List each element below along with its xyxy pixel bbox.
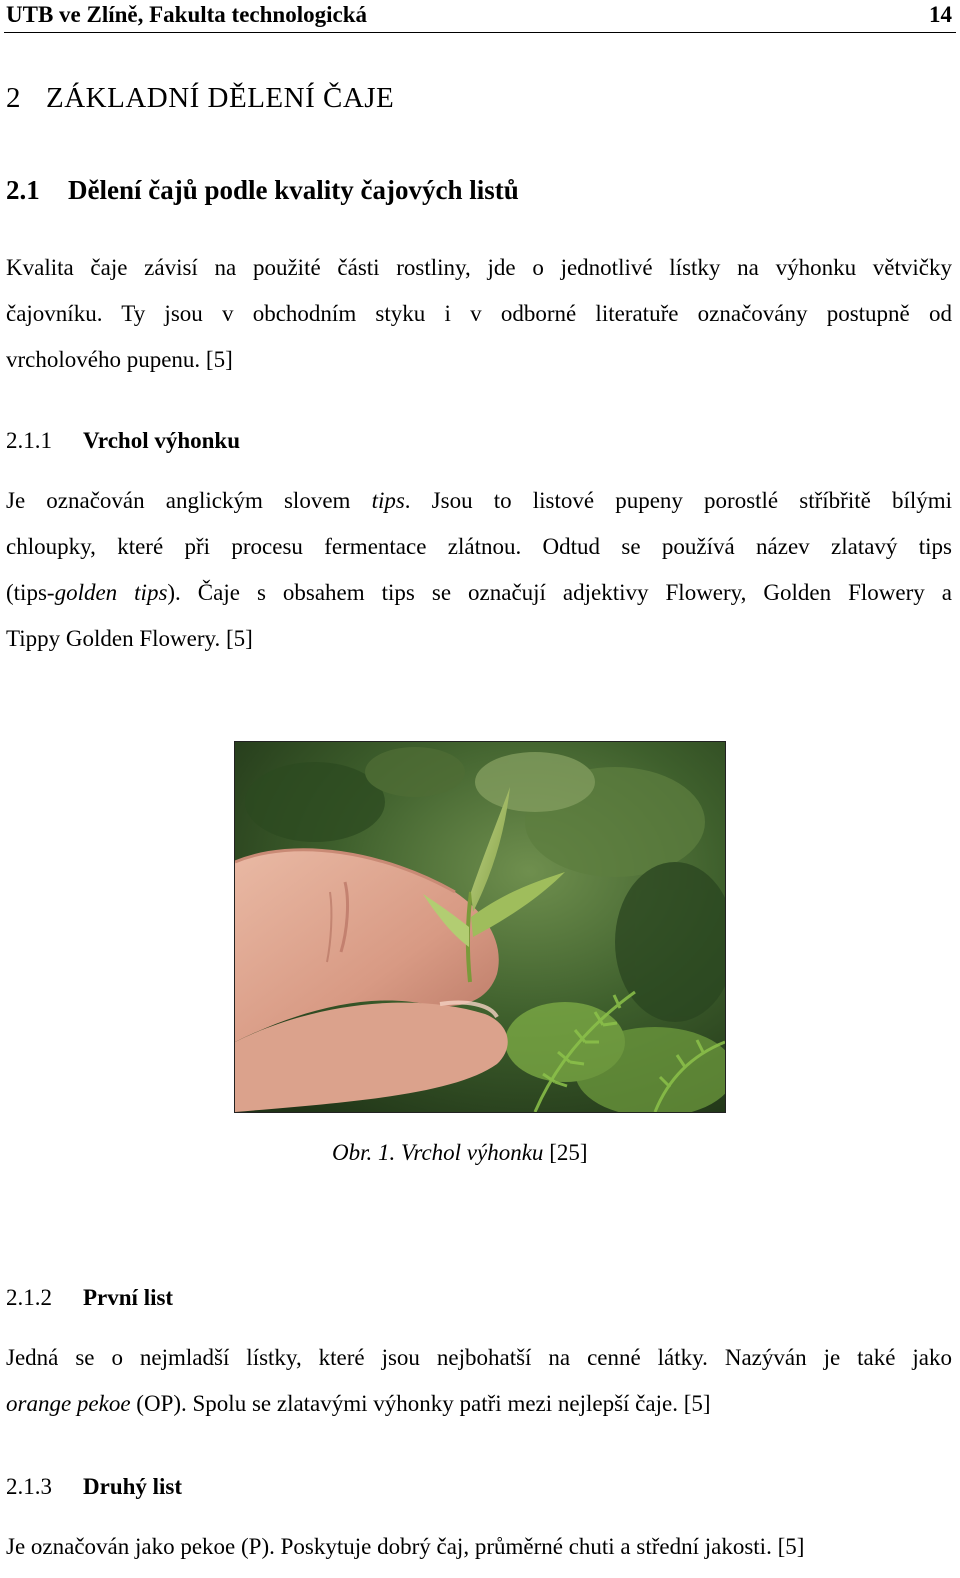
- term-orange-pekoe: orange pekoe: [6, 1391, 131, 1416]
- tips-line-3-rest: ). Čaje s obsahem tips se označují adjektivy Flowery, Golden Flowery a: [167, 580, 952, 605]
- tea-shoot-photo: [234, 741, 726, 1113]
- tea-shoot-illustration: [235, 742, 725, 1112]
- figure-caption-text: Obr. 1. Vrchol výhonku: [332, 1140, 544, 1165]
- subsection-title-2: První list: [83, 1285, 174, 1310]
- intro-line-2: čajovníku. Ty jsou v obchodním styku i v odborné literatuře označovány postupně od: [6, 301, 952, 326]
- subsection-heading-1: [6, 428, 240, 454]
- subsection-heading-2: [6, 1285, 173, 1311]
- tips-line-1: [6, 486, 952, 532]
- subsection-number-2: 2.1.2: [6, 1285, 52, 1310]
- intro-line-1: Kvalita čaje závisí na použité části rostliny, jde o jednotlivé lístky na výhonku větvičky: [6, 255, 952, 280]
- subsection-title-1: Vrchol výhonku: [83, 428, 241, 453]
- tips-line-3: [6, 578, 952, 624]
- running-header-title: UTB ve Zlíně, Fakulta technologická: [6, 2, 367, 27]
- chapter-title: ZÁKLADNÍ DĚLENÍ ČAJE: [46, 82, 395, 114]
- section-title: Dělení čajů podle kvality čajových listů: [68, 175, 519, 205]
- section-heading: [6, 175, 519, 206]
- subsection-title-3: Druhý list: [83, 1474, 183, 1499]
- first-leaf-paragraph: [6, 1343, 952, 1435]
- figure-caption: [332, 1140, 588, 1166]
- first-leaf-line-2: [6, 1389, 952, 1435]
- tips-line-1-rest: . Jsou to listové pupeny porostlé stříbřitě bílými: [404, 488, 952, 513]
- second-leaf-line-1: Je označován jako pekoe (P). Poskytuje dobrý čaj, průměrné chuti a střední jakosti. [5]: [6, 1534, 805, 1559]
- term-tips: tips: [371, 488, 405, 513]
- page-number: 14: [929, 2, 952, 27]
- chapter-heading: [6, 82, 394, 115]
- subsection-number-1: 2.1.1: [6, 428, 52, 453]
- tips-line-4: Tippy Golden Flowery. [5]: [6, 626, 253, 651]
- subsection-number-3: 2.1.3: [6, 1474, 52, 1499]
- section-number: 2.1: [6, 175, 40, 205]
- first-leaf-line-2-rest: (OP). Spolu se zlatavými výhonky patři mezi nejlepší čaje. [5]: [130, 1391, 711, 1416]
- term-golden-tips: golden tips: [54, 580, 168, 605]
- tips-line-3-open: (tips-: [6, 580, 55, 605]
- first-leaf-line-1: Jedná se o nejmladší lístky, které jsou nejbohatší na cenné látky. Nazýván je také jako: [6, 1345, 952, 1370]
- figure-reference: [25]: [549, 1140, 588, 1165]
- tips-line-2: chloupky, které při procesu fermentace zlátnou. Odtud se používá název zlatavý tips: [6, 534, 952, 559]
- tips-paragraph: [6, 486, 952, 670]
- header-rule: [4, 32, 956, 33]
- second-leaf-paragraph: [6, 1532, 952, 1578]
- chapter-number: 2: [6, 82, 21, 114]
- subsection-heading-3: [6, 1474, 182, 1500]
- intro-line-3: vrcholového pupenu. [5]: [6, 347, 233, 372]
- intro-paragraph: [6, 253, 952, 391]
- tips-line-1-text: Je označován anglickým slovem: [6, 488, 372, 513]
